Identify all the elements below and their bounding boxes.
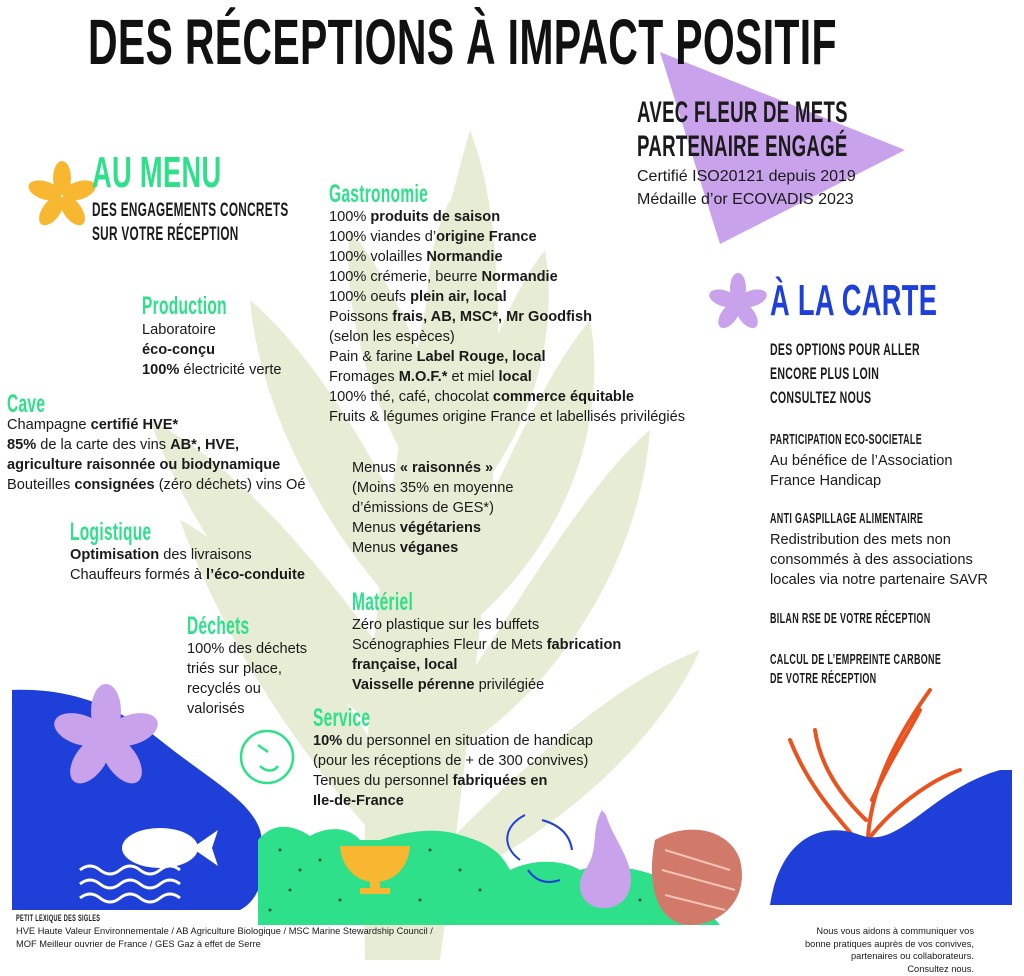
yellow-flower-icon <box>26 161 98 230</box>
gastro-line-3: 100% volailles Normandie <box>329 249 503 265</box>
materiel-block: Zéro plastique sur les buffets Scénographies Fleur de Mets fabrication française, local Vaisselle pérenne privilégiée <box>352 617 622 693</box>
footer-note: Nous vous aidons à communiquer vos bonne pratiques auprès de vos convives, partenaires ou collaborateurs. Consultez nous. <box>804 926 974 974</box>
gastro-line-5: 100% oeufs plein air, local <box>329 289 507 305</box>
option-bilan-rse-title: BILAN RSE DE VOTRE RÉCEPTION <box>770 611 931 627</box>
lexique-line2: MOF Meilleur ouvrier de France / GES Gaz à effet de Serre <box>16 939 261 949</box>
face-icon <box>241 731 293 783</box>
menus-block: Menus « raisonnés » (Moins 35% en moyenne d’émissions de GES*) Menus végétariens Menus véganes <box>352 460 514 556</box>
pink-stone-shape <box>652 830 742 925</box>
lexique-title: PETIT LEXIQUE DES SIGLES <box>16 913 101 923</box>
au-menu-heading: AU MENU <box>92 148 222 197</box>
gastronomie-list <box>329 207 685 427</box>
dechets-block: 100% des déchets triés sur place, recyclés ou valorisés <box>187 641 308 717</box>
a-la-carte-heading: À LA CARTE <box>770 276 938 325</box>
partner-cert-ecovadis: Médaille d’or ECOVADIS 2023 <box>637 191 854 208</box>
page-title: DES RÉCEPTIONS À IMPACT POSITIF <box>88 6 837 78</box>
a-la-carte-sub1: DES OPTIONS POUR ALLER <box>770 340 920 359</box>
au-menu-sub1: DES ENGAGEMENTS CONCRETS <box>92 200 289 221</box>
lilac-flower-icon <box>707 273 769 332</box>
dechets-heading: Déchets <box>187 612 250 640</box>
pear-icon <box>580 810 631 908</box>
a-la-carte-sub3: CONSULTEZ NOUS <box>770 388 872 407</box>
a-la-carte-sub2: ENCORE PLUS LOIN <box>770 364 880 383</box>
au-menu-sub2: SUR VOTRE RÉCEPTION <box>92 224 239 245</box>
option-anti-gaspillage-text: Redistribution des mets non consommés à des associations locales via notre partenaire SAVR <box>770 532 988 588</box>
gastro-line-1: 100% produits de saison <box>329 209 501 225</box>
gastro-line-8: Pain & farine Label Rouge, local <box>329 349 546 365</box>
service-heading: Service <box>313 704 371 732</box>
logistique-heading: Logistique <box>70 518 152 546</box>
production-heading: Production <box>142 292 227 320</box>
option-eco-societale-text: Au bénéfice de l’Association France Handicap <box>770 453 953 489</box>
gastro-line-9: Fromages M.O.F.* et miel local <box>329 369 532 385</box>
gastro-line-11: Fruits & légumes origine France et labellisés privilégiés <box>329 409 686 425</box>
option-carbone-title-1: CALCUL DE L’EMPREINTE CARBONE <box>770 652 942 668</box>
cave-heading: Cave <box>7 390 46 418</box>
partner-cert-iso: Certifié ISO20121 depuis 2019 <box>637 168 856 185</box>
gastro-line-4: 100% crémerie, beurre Normandie <box>329 269 558 285</box>
gastronomie-heading: Gastronomie <box>329 180 429 208</box>
option-anti-gaspillage-title: ANTI GASPILLAGE ALIMENTAIRE <box>770 511 924 527</box>
option-eco-societale-title: PARTICIPATION ECO-SOCIETALE <box>770 432 923 448</box>
gastro-line-6: Poissons frais, AB, MSC*, Mr Goodfish <box>329 309 593 325</box>
gastro-line-7: (selon les espèces) <box>329 329 455 345</box>
partner-line1: AVEC FLEUR DE METS <box>637 96 848 129</box>
lexique-line1: HVE Haute Valeur Environnementale / AB Agriculture Biologique / MSC Marine Stewardship Council / <box>16 926 433 936</box>
production-block: Laboratoire éco-conçu 100% électricité verte <box>142 322 282 378</box>
partner-line2: PARTENAIRE ENGAGÉ <box>637 130 848 163</box>
gastro-line-10: 100% thé, café, chocolat commerce équitable <box>329 389 635 405</box>
cave-block: Champagne certifié HVE* 85% de la carte des vins AB*, HVE, agriculture raisonnée ou biodynamique Bouteilles consignées (zéro déchets) vins Oé <box>7 417 306 493</box>
logistique-block: Optimisation des livraisons Chauffeurs formés à l’éco-conduite <box>70 547 305 583</box>
blue-wave-right-shape <box>770 770 1012 905</box>
gastro-line-2: 100% viandes d’origine France <box>329 229 537 245</box>
materiel-heading: Matériel <box>352 588 414 616</box>
option-carbone-title-2: DE VOTRE RÉCEPTION <box>770 671 877 687</box>
service-block: 10% du personnel en situation de handicap (pour les réceptions de + de 300 convives) Tenues du personnel fabriquées en Ile-de-France <box>313 733 593 809</box>
